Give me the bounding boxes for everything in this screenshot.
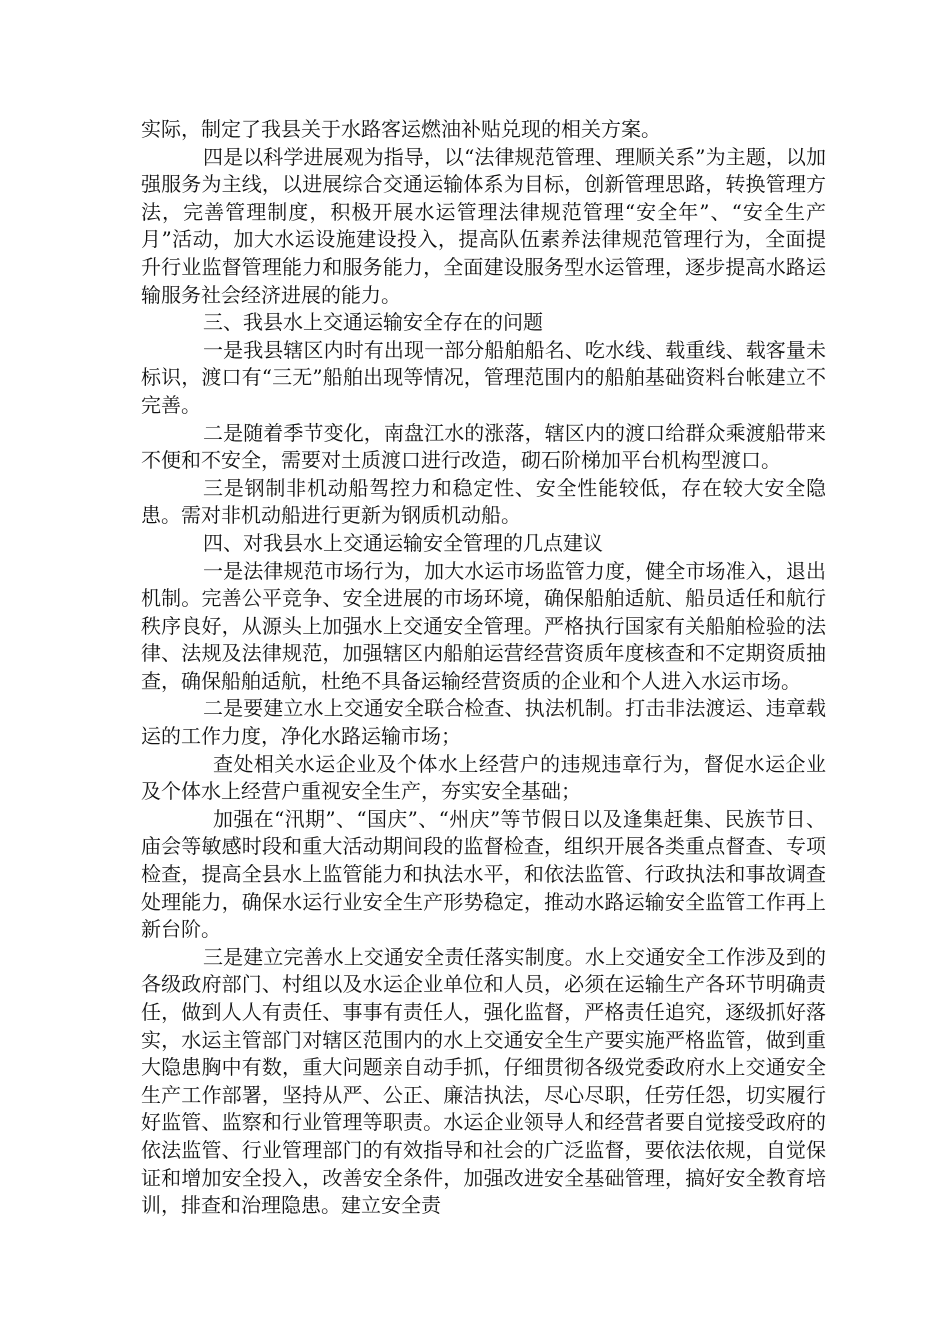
section-heading-4: 四、对我县水上交通运输安全管理的几点建议 [203,530,603,555]
paragraph-9: 二是要建立水上交通安全联合检查、执法机制。打击非法渡运、违章载运的工作力度，净化水路运输市场； [141,696,826,749]
paragraph-2: 四是以科学进展观为指导，以“法律规范管理、理顺关系”为主题，以加强服务为主线，以进展综合交通运输体系为目标，创新管理思路，转换管理方法，完善管理制度，积极开展水运管理法律规范管理“安全年”、“安全生产月”活动，加大水运设施建设投入，提高队伍素养法律规范管理行为，全面提升行业监督管理能力和服务能力，全面建设服务型水运管理，逐步提高水路运输服务社会经济进展的能力。 [141,144,826,307]
paragraph-5: 二是随着季节变化，南盘江水的涨落，辖区内的渡口给群众乘渡船带来不便和不安全，需要对土质渡口进行改造，砌石阶梯加平台机构型渡口。 [141,420,826,473]
paragraph-12: 三是建立完善水上交通安全责任落实制度。水上交通安全工作涉及到的各级政府部门、村组以及水运企业单位和人员，必须在运输生产各环节明确责任，做到人人有责任、事事有责任人，强化监督，严格责任追究，逐级抓好落实，水运主管部门对辖区范围内的水上交通安全生产要实施严格监管，做到重大隐患胸中有数，重大问题亲自动手抓，仔细贯彻各级党委政府水上交通安全生产工作部署，坚持从严、公正、廉洁执法，尽心尽职，任劳任怨，切实履行好监管、监察和行业管理等职责。水运企业领导人和经营者要自觉接受政府的依法监管、行业管理部门的有效指导和社会的广泛监督，要依法依规，自觉保证和增加安全投入，改善安全条件，加强改进安全基础管理，搞好安全教育培训，排查和治理隐患。建立安全责 [141,944,826,1218]
section-heading-3: 三、我县水上交通运输安全存在的问题 [203,310,543,335]
paragraph-4: 一是我县辖区内时有出现一部分船舶船名、吃水线、载重线、载客量未标识，渡口有“三无”船舶出现等情况，管理范围内的船舶基础资料台帐建立不完善。 [141,337,826,417]
paragraph-8: 一是法律规范市场行为，加大水运市场监管力度，健全市场准入，退出机制。完善公平竞争、安全进展的市场环境，确保船舶适航、船员适任和航行秩序良好，从源头上加强水上交通安全管理。严格执行国家有关船舶检验的法律、法规及法律规范，加强辖区内船舶运营经营资质年度核查和不定期资质抽查，确保船舶适航，杜绝不具备运输经营资质的企业和个人进入水运市场。 [141,558,826,693]
paragraph-1: 实际，制定了我县关于水路客运燃油补贴兑现的相关方案。 [141,117,661,141]
paragraph-10: 查处相关水运企业及个体水上经营户的违规违章行为，督促水运企业及个体水上经营户重视安全生产，夯实安全基础； [141,751,826,804]
paragraph-6: 三是钢制非机动船驾控力和稳定性、安全性能较低，存在较大安全隐患。需对非机动船进行更新为钢质机动船。 [141,475,826,528]
paragraph-11: 加强在“汛期”、“国庆”、“州庆”等节假日以及逢集赶集、民族节日、庙会等敏感时段和重大活动期间段的监督检查，组织开展各类重点督查、专项检查，提高全县水上监管能力和执法水平，和依法监管、行政执法和事故调查处理能力，确保水运行业安全生产形势稳定，推动水路运输安全监管工作再上新台阶。 [141,806,826,942]
document-body [141,116,826,1220]
